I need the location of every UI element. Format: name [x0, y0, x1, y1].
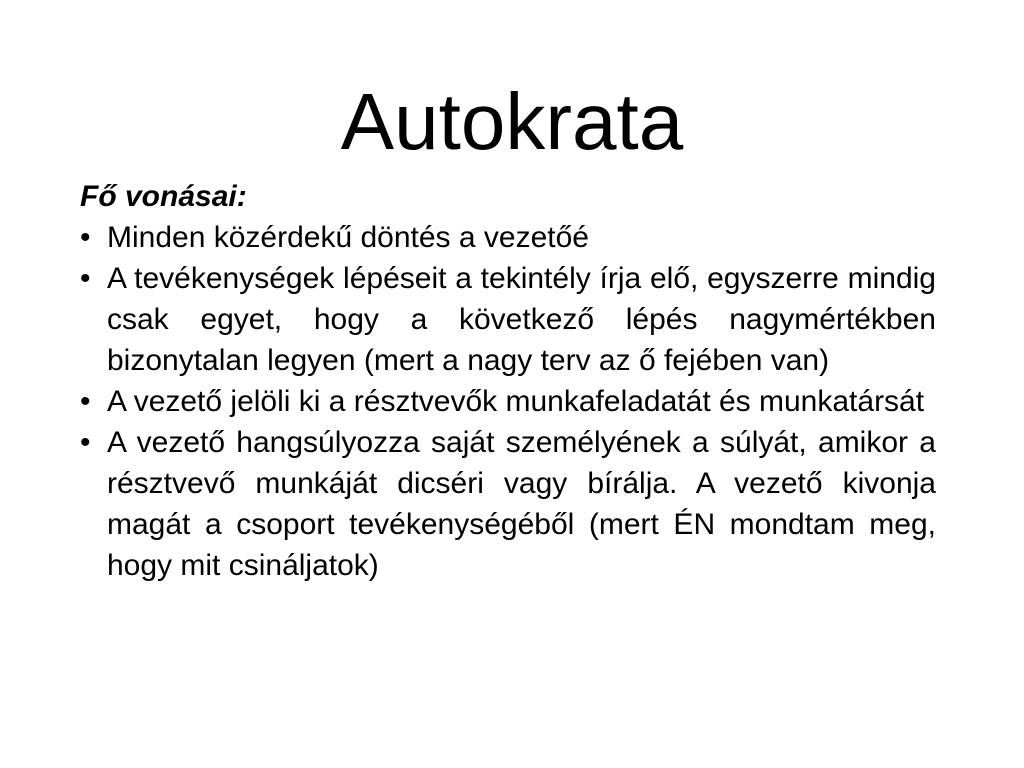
list-item	[80, 422, 936, 586]
bullet-icon: •	[80, 385, 91, 418]
bullet-text: Minden közérdekű döntés a vezetőé	[107, 221, 589, 254]
bullet-list	[80, 217, 936, 586]
list-item	[80, 258, 936, 381]
slide-title: Autokrata	[340, 77, 684, 166]
bullet-icon: •	[80, 426, 91, 459]
list-item	[80, 217, 936, 258]
bullet-icon: •	[80, 262, 91, 295]
bullet-text: A vezető jelöli ki a résztvevők munkafeladatát és munkatársát	[107, 385, 925, 418]
bullet-icon: •	[80, 221, 91, 254]
bullet-text: A vezető hangsúlyozza saját személyének a súlyát, amikor a résztvevő munkáját dicséri vagy bírálja. A vezető kivonja magát a csoport tevékenységéből (mert ÉN mondtam meg, hogy mit csináljatok)	[107, 426, 936, 582]
slide-content	[80, 176, 936, 586]
bullet-text: A tevékenységek lépéseit a tekintély írja elő, egyszerre mindig csak egyet, hogy a következő lépés nagymértékben bizonytalan legyen (mert a nagy terv az ő fejében van)	[107, 262, 936, 377]
section-heading: Fő vonásai:	[80, 180, 247, 213]
list-item	[80, 381, 936, 422]
